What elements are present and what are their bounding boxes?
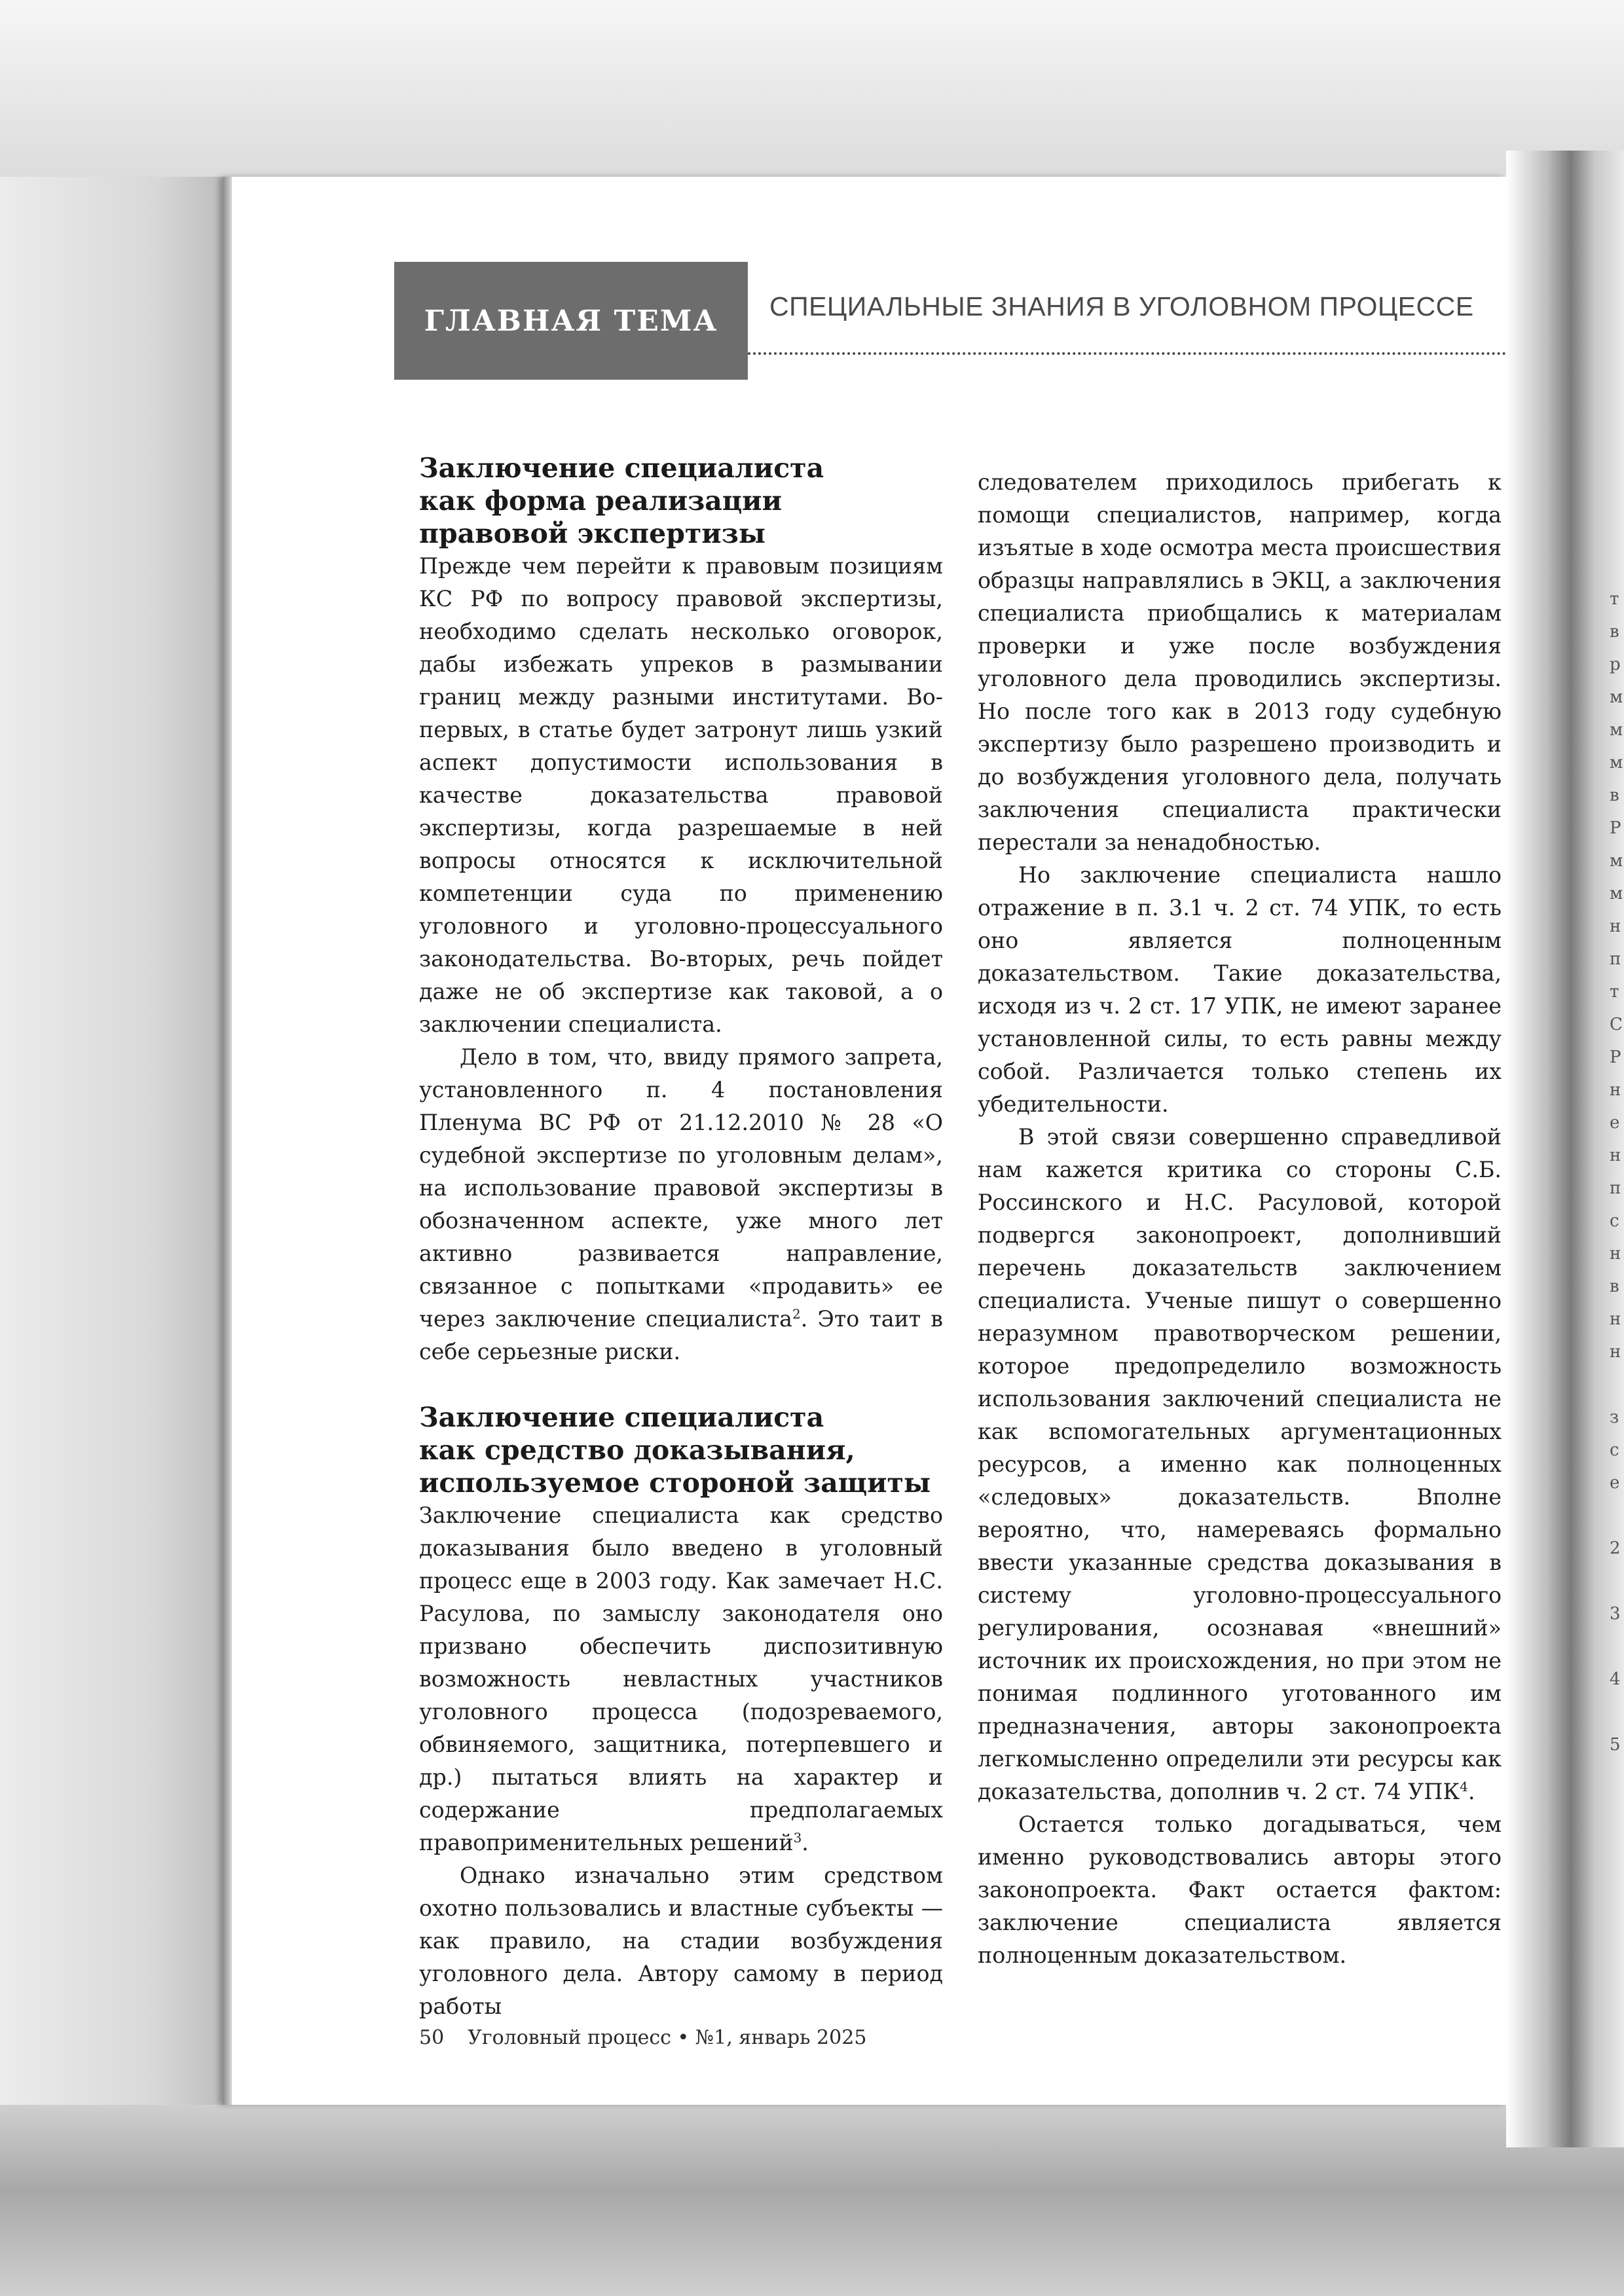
next-page-fragment: т в р м м м в Р м м н п т С Р н е н п с н в н н з с е 2 3 4 5 [1610,589,1623,1755]
scan-left-margin [0,177,223,2105]
left-column [419,452,943,2023]
paragraph: Дело в том, что, ввиду прямого запрета, установленного п. 4 постановления Пленума ВС РФ от 21.12.2010 № 28 «О судебной экспертизе по уголовным делам», на использование правовой экспертизы в обозначенном аспекте, уже много лет активно развивается направление, связанное с попытками «продавить» ее через заключение специалиста$^2$. Это таит в себе серьезные риски. [419,1044,943,1364]
scan-top-margin [0,0,1624,177]
section-title: СПЕЦИАЛЬНЫЕ ЗНАНИЯ В УГОЛОВНОМ ПРОЦЕССЕ [769,291,1474,321]
right-column [978,466,1502,1972]
paragraph: В этой связи совершенно справедливой нам кажется критика со стороны С.Б. Россинского и Н.С. Расуловой, которой подвергся законопроект, дополнивший перечень доказательств заключением специалиста. Ученые пишут о совершенно неразумном правотворческом решении, которое предопределило возможность использования заключений специалиста не как вспомогательных аргументационных ресурсов, а именно как полноценных «следовых» доказательств. Вполне вероятно, что, намереваясь формально ввести указанные средства доказывания в систему уголовно-процессуального регулирования, осознавая «внешний» источник их происхождения, но при этом не понимая подлинного уготованного им предназначения, авторы законопроекта легкомысленно определили эти ресурсы как доказательства, дополнив ч. 2 ст. 74 УПК$^4$. [978,1124,1502,1804]
heading-spacer [419,1368,943,1401]
footnote-ref: 2 [792,1305,801,1322]
journal-issue: Уголовный процесс • №1, январь 2025 [468,2026,867,2049]
rubric-label: ГЛАВНАЯ ТЕМА [424,304,718,338]
page-footer [419,2026,1008,2059]
rubric-badge [394,262,748,380]
paragraph: следователем приходилось прибегать к помощи специалистов, например, когда изъятые в ходе осмотра места происшествия образцы направлялись в ЭКЦ, а заключения специалиста приобщались к материалам проверки и уже после возбуждения уголовного дела проводились экспертизы. Но после того как в 2013 году судебную экспертизу было разрешено производить и до возбуждения уголовного дела, получать заключения специалиста практически перестали за ненадобностью. [978,469,1502,855]
paragraph: Однако изначально этим средством охотно пользовались и властные субъекты — как правило, на стадии возбуждения уголовного дела. Автору самому в период работы [419,1863,943,2019]
page-edge [223,177,232,2105]
heading-expertise-form: Заключение специалиста как форма реализации правовой экспертизы [419,452,824,549]
page-number: 50 [419,2026,445,2049]
paragraph: Но заключение специалиста нашло отражение в п. 3.1 ч. 2 ст. 74 УПК, то есть оно является полноценным доказательством. Такие доказательства, исходя из ч. 2 ст. 17 УПК, не имеют заранее установленной силы, то есть равны между собой. Различается только степень их убедительности. [978,862,1502,1117]
book-gutter [1506,151,1624,2147]
scan-bottom-margin [0,2105,1624,2296]
header-dotted-rule [748,352,1506,355]
paragraph: Прежде чем перейти к правовым позициям КС РФ по вопросу правовой экспертизы, необходимо сделать несколько оговорок, дабы избежать упреков в размывании границ между разными институтами. Во-первых, в статье будет затронут лишь узкий аспект допустимости использования в качестве доказательства правовой экспертизы, когда разрешаемые в ней вопросы относятся к исключительной компетенции суда по применению уголовного и уголовно-процессуального законодательства. Во-вторых, речь пойдет даже не об экспертизе как таковой, а о заключении специалиста. [419,553,943,1037]
paragraph: Остается только догадываться, чем именно руководствовались авторы этого законопроекта. Факт остается фактом: заключение специалиста является полноценным доказательством. [978,1812,1502,1968]
paragraph: Заключение специалиста как средство доказывания было введено в уголовный процесс еще в 2003 году. Как замечает Н.С. Расулова, по замыслу законодателя оно призвано обеспечить диспозитивную возможность невластных участников уголовного процесса (подозреваемого, обвиняемого, защитника, потерпевшего и др.) пытаться влиять на характер и содержание предполагаемых правоприменительных решений$^3$. [419,1503,943,1855]
footnote-ref: 3 [793,1829,802,1846]
heading-defense-evidence: Заключение специалиста как средство доказывания, используемое стороной защиты [419,1402,931,1499]
footnote-ref: 4 [1460,1778,1468,1795]
